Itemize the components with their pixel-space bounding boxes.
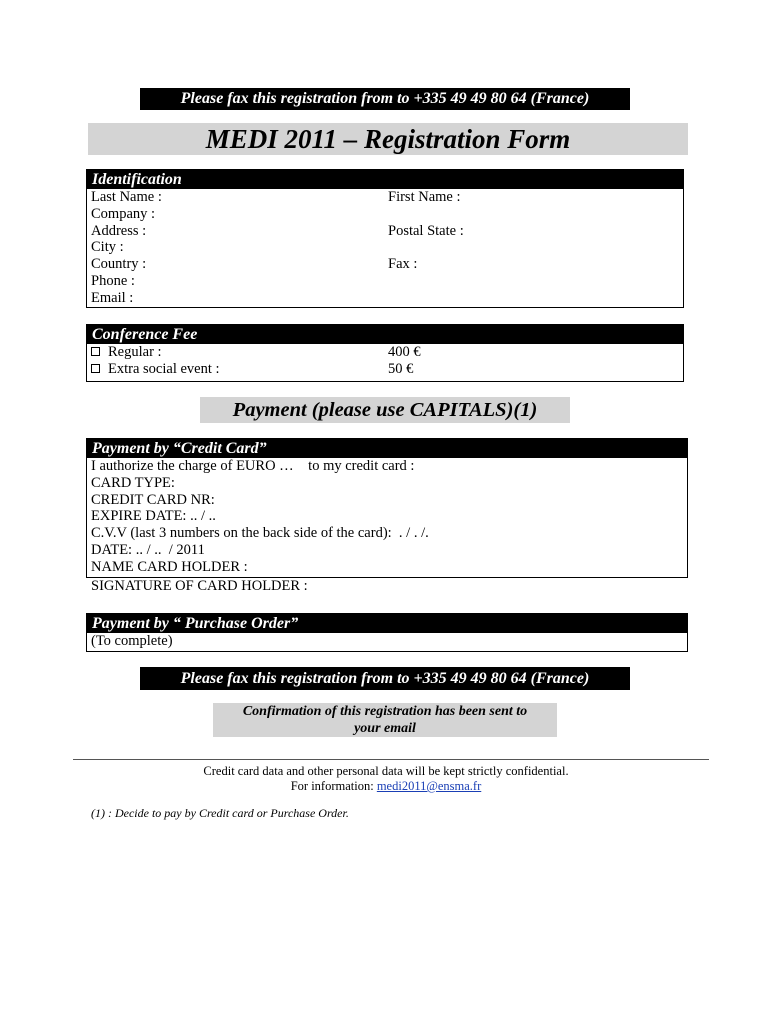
fee-row: [87, 361, 683, 378]
credit-card-header: Payment by “Credit Card”: [87, 439, 687, 458]
footer-info: [73, 779, 699, 794]
identification-rows: [87, 189, 683, 307]
credit-card-line: C.V.V (last 3 numbers on the back side of the card): . / . /.: [91, 525, 429, 542]
field-label: City :: [91, 239, 124, 256]
field-label: Country :: [91, 256, 147, 273]
credit-card-lines: [87, 458, 687, 576]
identification-row: [87, 189, 683, 206]
checkbox-icon[interactable]: [91, 347, 100, 356]
field-label: Last Name :: [91, 189, 162, 205]
credit-card-line: CARD TYPE:: [91, 474, 175, 491]
identification-row: [87, 273, 683, 290]
confirmation-box: [213, 703, 557, 737]
confirmation-line2: your email: [354, 721, 416, 736]
credit-card-line: NAME CARD HOLDER :: [91, 558, 248, 575]
fee-row: [87, 344, 683, 361]
credit-card-line: CREDIT CARD NR:: [91, 491, 215, 508]
identification-row: [87, 206, 683, 223]
checkbox-icon[interactable]: [91, 364, 100, 373]
credit-card-section: [86, 438, 688, 578]
info-email-link[interactable]: medi2011@ensma.fr: [376, 779, 482, 793]
credit-card-line: I authorize the charge of EURO … to my credit card :: [91, 458, 415, 474]
purchase-order-section: [86, 613, 688, 652]
credit-card-line: EXPIRE DATE: .. / ..: [91, 508, 216, 525]
identification-row: [87, 290, 683, 307]
fee-label: Extra social event :: [108, 360, 220, 377]
fee-label: Regular :: [108, 344, 162, 360]
identification-row: [87, 239, 683, 256]
payment-title: Payment (please use CAPITALS)(1): [200, 397, 570, 423]
identification-section: [86, 169, 684, 308]
field-label: First Name :: [388, 189, 461, 205]
field-label: Email :: [91, 289, 134, 306]
confirmation-line1: Confirmation of this registration has been sent to: [242, 704, 528, 719]
field-label: Postal State :: [388, 222, 464, 239]
fee-rows: [87, 344, 683, 378]
purchase-order-header: Payment by “ Purchase Order”: [87, 614, 687, 633]
identification-header: Identification: [87, 170, 683, 189]
identification-row: [87, 256, 683, 273]
footer-info-label: For information:: [290, 779, 377, 793]
footnote: (1) : Decide to pay by Credit card or Purchase Order.: [91, 806, 349, 820]
footer-privacy: Credit card data and other personal data will be kept strictly confidential.: [203, 764, 569, 778]
conference-fee-section: [86, 324, 684, 382]
field-label: Company :: [91, 205, 156, 222]
field-label: Phone :: [91, 272, 135, 289]
signature-line: SIGNATURE OF CARD HOLDER :: [91, 578, 308, 594]
page-title: MEDI 2011 – Registration Form: [88, 123, 688, 155]
fee-option[interactable]: [91, 344, 162, 361]
credit-card-line: DATE: .. / .. / 2011: [91, 541, 205, 558]
field-label: Fax :: [388, 256, 418, 273]
fax-banner-top: Please fax this registration from to +335 49 49 80 64 (France): [140, 88, 630, 110]
fax-banner-bottom: Please fax this registration from to +335 49 49 80 64 (France): [140, 667, 630, 690]
fee-option[interactable]: [91, 361, 220, 378]
fee-price: 400 €: [388, 344, 421, 360]
identification-row: [87, 223, 683, 240]
field-label: Address :: [91, 222, 147, 239]
conference-fee-header: Conference Fee: [87, 325, 683, 344]
fee-price: 50 €: [388, 360, 414, 377]
purchase-order-note: (To complete): [91, 633, 173, 649]
footer-divider: [73, 759, 709, 760]
